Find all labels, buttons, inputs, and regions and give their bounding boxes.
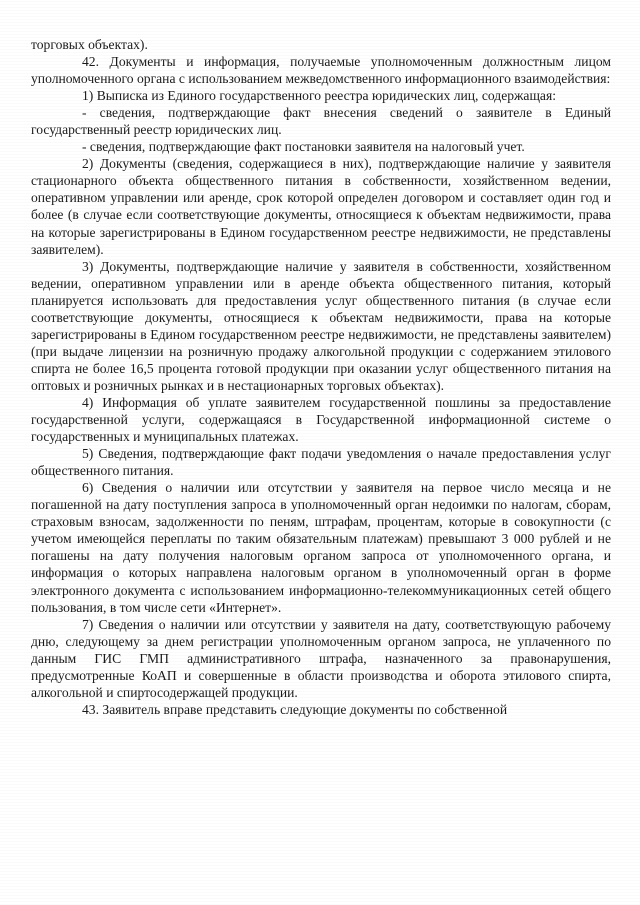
paragraph-42: 42. Документы и информация, получаемые уполномоченным должностным лицом уполномоченного органа с использованием межведомственного информационного взаимодействия: [31, 54, 611, 87]
paragraph-42-4: 4) Информация об уплате заявителем государственной пошлины за предоставление государственной услуги, содержащаяся в Государственной информационной системе о государственных и муниципальных платежах. [31, 394, 611, 445]
paragraph-42-7: 7) Сведения о наличии или отсутствии у заявителя на дату, соответствующую рабочему дню, следующему за днем регистрации уполномоченным органом запроса, не уплаченного по данным ГИС ГМП административного штрафа, назначенного за правонарушения, предусмотренные КоАП и совершенные в области производства и оборота этилового спирта, алкогольной и спиртосодержащей продукции. [31, 616, 611, 700]
paragraph-continuation: торговых объектах). [31, 37, 148, 52]
paragraph-42-1: 1) Выписка из Единого государственного реестра юридических лиц, содержащая: [82, 88, 556, 104]
paragraph-42-3: 3) Документы, подтверждающие наличие у заявителя в собственности, хозяйственном ведении, оперативном управлении или в аренде объекта общественного питания, который планируется использовать для предоставления услуг общественного питания (в случае если соответствующие документы, относящиеся к объектам недвижимости, права на которые зарегистрированы в Едином государственном реестре недвижимости, не представлены заявителем) (при выдаче лицензии на розничную продажу алкогольной продукции с содержанием этилового спирта не более 16,5 процента готовой продукции при оказании услуг общественного питания на оптовых и розничных рынках и в нестационарных торговых объектах). [31, 258, 611, 393]
paragraph-42-6: 6) Сведения о наличии или отсутствии у заявителя на первое число месяца и не погашенной на дату поступления запроса в уполномоченный орган недоимки по налогам, сборам, страховым взносам, задолженности по пеням, штрафам, процентам, которые в совокупности (с учетом имеющейся переплаты по таким обязательным платежам) превышают 3 000 рублей и не погашены на дату получения налоговым органом запроса от уполномоченного органа, и информация о которых направлена налоговым органом в уполномоченный орган в форме электронного документа с использованием информационно-телекоммуникационных сетей общего пользования, в том числе сети «Интернет». [31, 480, 611, 615]
document-body [31, 36, 611, 718]
paragraph-43: 43. Заявитель вправе представить следующие документы по собственной [82, 701, 508, 717]
paragraph-42-1-dash-1: - сведения, подтверждающие факт внесения сведений о заявителе в Единый государственный реестр юридических лиц. [31, 105, 611, 138]
paragraph-42-1-dash-2: - сведения, подтверждающие факт постановки заявителя на налоговый учет. [82, 139, 525, 155]
paragraph-42-2: 2) Документы (сведения, содержащиеся в них), подтверждающие наличие у заявителя стационарного объекта общественного питания в собственности, хозяйственном ведении, оперативном управлении или аренде, срок которой определен договором и составляет один год и более (в случае если соответствующие документы, относящиеся к объектам недвижимости, права на которые зарегистрированы в Едином государственном реестре недвижимости, не представлены заявителем). [31, 156, 611, 257]
paragraph-42-5: 5) Сведения, подтверждающие факт подачи уведомления о начале предоставления услуг общественного питания. [31, 446, 611, 479]
